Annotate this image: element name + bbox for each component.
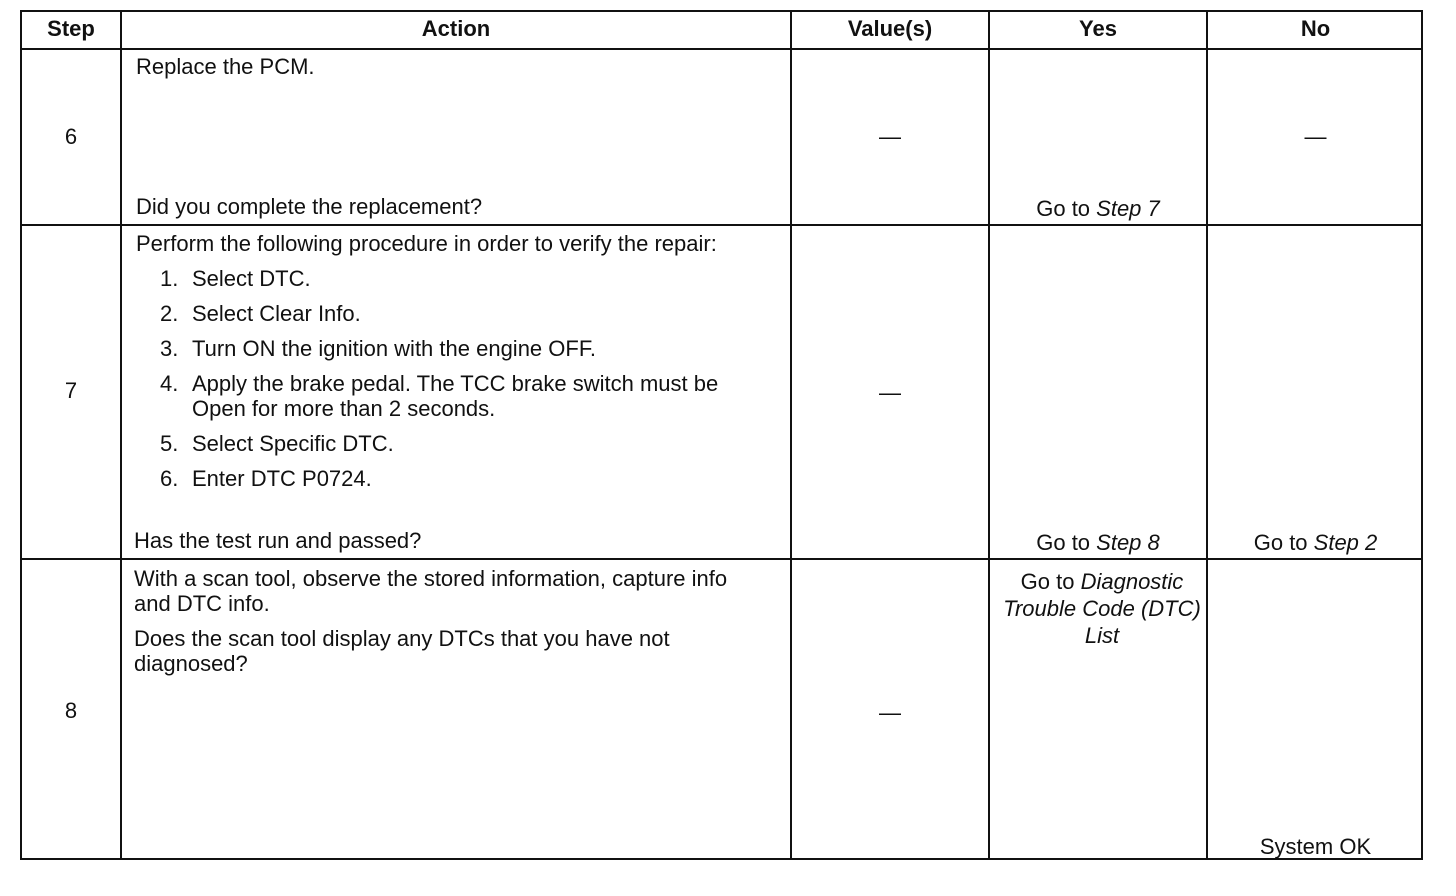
value-text: — xyxy=(879,700,901,725)
yes-prefix: Go to xyxy=(1020,569,1081,594)
list-item: 5. Select Specific DTC. xyxy=(160,431,394,456)
header-no: No xyxy=(1300,16,1331,41)
yes-prefix: Go to xyxy=(1036,530,1097,555)
list-item: 3. Turn ON the ignition with the engine OFF. xyxy=(160,336,596,361)
no-text: System OK xyxy=(1259,834,1372,859)
column-divider xyxy=(120,12,122,858)
yes-text xyxy=(1002,568,1202,649)
header-yes: Yes xyxy=(1079,16,1117,41)
list-item: 2. Select Clear Info. xyxy=(160,301,361,326)
list-item: 1. Select DTC. xyxy=(160,266,311,291)
step-number: 8 xyxy=(64,698,78,723)
value-text: — xyxy=(879,380,901,405)
yes-link: Step 7 xyxy=(1096,196,1160,221)
list-item: 4. Apply the brake pedal. The TCC brake switch must be Open for more than 2 seconds. xyxy=(160,371,719,421)
action-intro: With a scan tool, observe the stored information, capture info and DTC info. xyxy=(134,566,728,616)
list-item: 6. Enter DTC P0724. xyxy=(160,466,372,491)
yes-prefix: Go to xyxy=(1036,196,1097,221)
no-prefix: Go to xyxy=(1253,530,1314,555)
yes-text xyxy=(990,196,1206,221)
no-text: — xyxy=(1304,124,1327,149)
action-block xyxy=(134,566,764,676)
header-step: Step xyxy=(47,16,95,41)
action-text: Replace the PCM. xyxy=(136,54,315,79)
procedure-list xyxy=(136,266,756,491)
action-question: Does the scan tool display any DTCs that you have not diagnosed? xyxy=(134,626,670,676)
action-block xyxy=(136,231,756,501)
no-link: Step 2 xyxy=(1313,530,1378,555)
action-intro: Perform the following procedure in order to verify the repair: xyxy=(136,231,717,256)
yes-link: Step 8 xyxy=(1096,530,1160,555)
row-divider xyxy=(22,558,1421,560)
header-action: Action xyxy=(421,16,491,41)
action-question: Did you complete the replacement? xyxy=(136,194,483,219)
row-divider xyxy=(22,224,1421,226)
value-text: — xyxy=(879,124,901,149)
diagnostic-table xyxy=(20,10,1423,860)
step-number: 7 xyxy=(64,378,78,403)
column-divider xyxy=(988,12,990,858)
action-question: Has the test run and passed? xyxy=(134,528,422,553)
step-number: 6 xyxy=(64,124,78,149)
header-values: Value(s) xyxy=(847,16,933,41)
yes-link: Diagnostic Trouble Code (DTC) List xyxy=(1003,569,1201,648)
yes-text xyxy=(990,530,1206,555)
row-divider xyxy=(22,48,1421,50)
no-text xyxy=(1208,530,1423,555)
